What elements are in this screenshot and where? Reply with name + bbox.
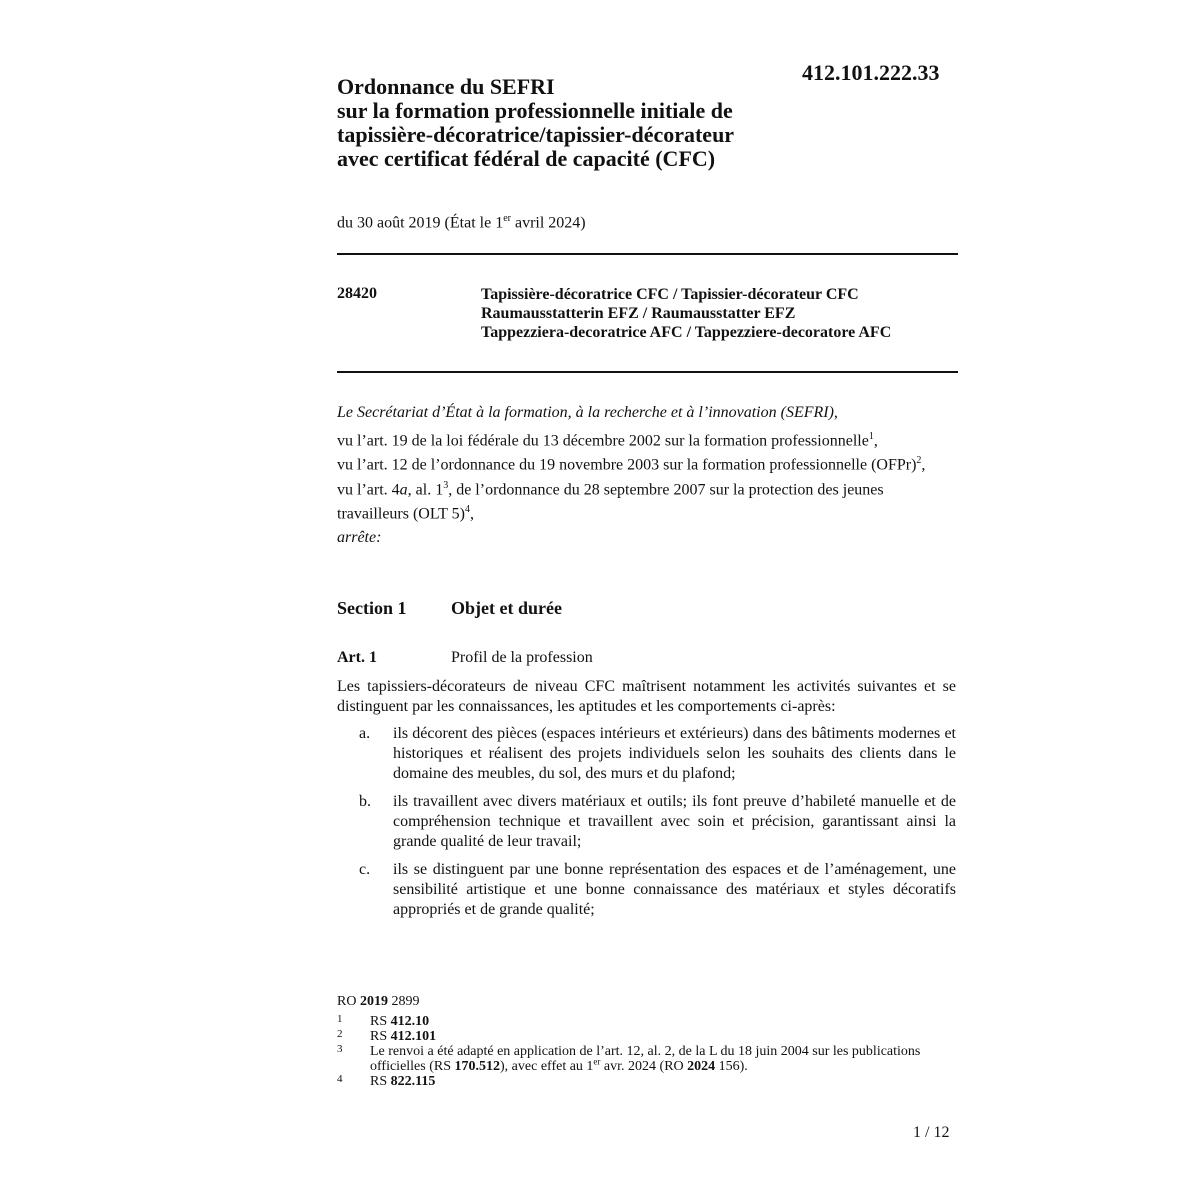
date-end: avril 2024) (510, 214, 586, 232)
footnote-3-text-d: 156). (715, 1059, 748, 1074)
preamble-decree: arrête: (337, 529, 382, 547)
page-number: 1 / 12 (913, 1124, 950, 1141)
preamble-line-3 (337, 476, 959, 525)
footnote-3-text-b: ), avec effet au 1 (500, 1059, 594, 1074)
ro-prefix: RO (337, 994, 360, 1009)
title-line-3: tapissière-décoratrice/tapissier-décorateur (337, 122, 735, 147)
preamble-line-2-end: , (921, 456, 926, 474)
footnote-ref-2[interactable]: 2 (916, 455, 922, 467)
list-item-text: ils se distinguent par une bonne représentation des espaces et de l’aménagement, une sensibilité artistique et une bonne connaissance des matériaux et styles décoratifs appropriés et de grande qualité; (393, 861, 956, 918)
footnote-2-number: 2 (337, 1028, 343, 1040)
top-divider (337, 253, 958, 255)
footnote-4-link[interactable]: 822.115 (390, 1074, 436, 1089)
section-heading (337, 598, 562, 619)
list-item (337, 792, 956, 852)
section-title: Objet et durée (451, 598, 562, 618)
profession-names (481, 285, 891, 342)
list-item-letter: b. (359, 793, 371, 810)
date-line (337, 213, 586, 232)
title-line-2: sur la formation professionnelle initiale de (337, 98, 733, 123)
ro-reference (337, 994, 937, 1009)
footnote-3-text-c: avr. 2024 (RO (600, 1059, 688, 1074)
preamble-line-3-end: , (469, 505, 474, 523)
footnote-3-sup: er (593, 1056, 601, 1067)
list-item (337, 860, 956, 920)
footnote-1-number: 1 (337, 1013, 343, 1025)
preamble-line-3-italic: a (399, 480, 408, 498)
profession-name-fr: Tapissière-décoratrice CFC / Tapissier-décorateur CFC (481, 286, 859, 303)
profession-code: 28420 (337, 285, 377, 302)
list-item-text: ils décorent des pièces (espaces intérieurs et extérieurs) dans des bâtiments modernes et historiques et réalisent des projets individuels selon les souhaits des clients dans le domaine des meubles, du sol, des murs et du plafond; (393, 725, 956, 782)
article-list (337, 724, 956, 928)
footnote-3-ro-year[interactable]: 2024 (687, 1059, 716, 1074)
footnote-2 (337, 1029, 937, 1044)
article-intro: Les tapissiers-décorateurs de niveau CFC maîtrisent notamment les activités suivantes et se distinguent par les connaissances, les aptitudes et les comportements ci-après: (337, 678, 956, 715)
article-heading (337, 649, 593, 667)
date-sup: er (503, 213, 511, 224)
profession-name-it: Tappezziera-decoratrice AFC / Tappezziere-decoratore AFC (481, 324, 892, 341)
footnote-4 (337, 1074, 937, 1089)
footnote-3-link[interactable]: 170.512 (454, 1059, 501, 1074)
preamble-line-1-end: , (873, 432, 878, 450)
article-title: Profil de la profession (451, 649, 593, 666)
preamble-line-3-a: vu l’art. 4 (337, 480, 400, 498)
section-label: Section 1 (337, 598, 407, 618)
footnote-ref-1[interactable]: 1 (868, 431, 874, 442)
preamble-line-1 (337, 427, 959, 451)
footnote-3-number: 3 (337, 1043, 343, 1055)
list-item-text: ils travaillent avec divers matériaux et outils; ils font preuve d’habileté manuelle et de compréhension technique et travaillent avec soin et précision, garantissant ainsi la grande qualité de leur travail; (393, 793, 956, 850)
footnote-3 (337, 1044, 937, 1074)
list-item (337, 724, 956, 784)
preamble-line-3-b: , al. 1 (407, 480, 444, 498)
footnote-2-prefix: RS (370, 1029, 391, 1044)
list-item-letter: c. (359, 861, 371, 878)
preamble-line-1-text: vu l’art. 19 de la loi fédérale du 13 décembre 2002 sur la formation professionnelle (337, 432, 869, 450)
footnote-ref-4[interactable]: 4 (464, 503, 470, 515)
preamble-authority: Le Secrétariat d’État à la formation, à la recherche et à l’innovation (SEFRI), (337, 404, 838, 421)
footnote-ref-3[interactable]: 3 (443, 479, 449, 491)
preamble-line-3-c: , de l’ordonnance du 28 septembre 2007 sur la protection des jeunes travailleurs (OLT 5) (337, 480, 884, 523)
preamble-line-2 (337, 451, 959, 475)
article-label: Art. 1 (337, 649, 377, 666)
footnote-2-link[interactable]: 412.101 (390, 1029, 437, 1044)
rs-number: 412.101.222.33 (802, 60, 940, 85)
bottom-divider (337, 371, 958, 373)
date-main: du 30 août 2019 (État le 1 (337, 214, 504, 232)
footnotes (337, 994, 937, 1089)
ro-page: 2899 (387, 994, 420, 1009)
title-line-1: Ordonnance du SEFRI (337, 74, 555, 99)
list-item-letter: a. (359, 725, 371, 742)
footnote-4-prefix: RS (370, 1074, 391, 1089)
footnote-1 (337, 1014, 937, 1029)
profession-name-de: Raumausstatterin EFZ / Raumausstatter EFZ (481, 305, 796, 322)
footnote-3-text-a: Le renvoi a été adapté en application de l’art. 12, al. 2, de la L du 18 juin 2004 sur les publications officielles (RS (370, 1044, 921, 1074)
title-line-4: avec certificat fédéral de capacité (CFC) (337, 146, 716, 171)
footnote-1-link[interactable]: 412.10 (390, 1014, 430, 1029)
document-title (337, 75, 807, 171)
preamble (337, 403, 959, 548)
preamble-line-2-text: vu l’art. 12 de l’ordonnance du 19 novembre 2003 sur la formation professionnelle (OFPr) (337, 456, 917, 474)
ro-year: 2019 (359, 994, 388, 1009)
footnote-1-prefix: RS (370, 1014, 391, 1029)
footnote-4-number: 4 (337, 1073, 343, 1085)
